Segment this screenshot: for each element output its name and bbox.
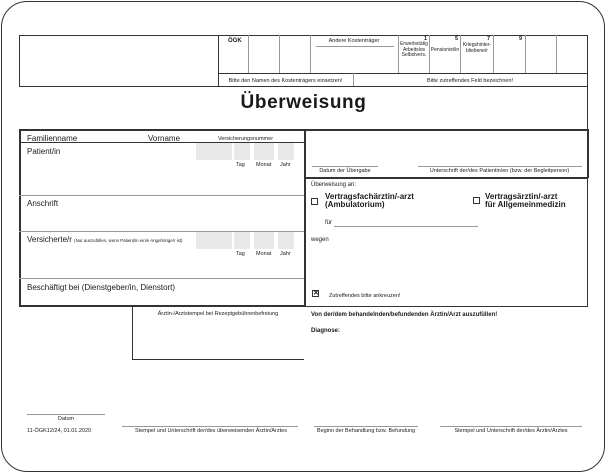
versicherter-monat-cell[interactable] — [254, 232, 274, 249]
col1-number: 1 — [424, 36, 428, 42]
stempel-unterschrift-line — [122, 426, 298, 427]
row-line — [19, 278, 304, 279]
ankreuzen-label: Zutreffendes bitte ankreuzen! — [329, 293, 401, 299]
beginn-line — [314, 426, 418, 427]
unterschrift-patient-line — [418, 166, 582, 167]
beschaeftigt-label: Beschäftigt bei (Dienstgeber/in, Dienstort) — [27, 283, 176, 292]
vorname-label: Vorname — [148, 134, 181, 143]
versicherter-vsnr-cell[interactable] — [196, 232, 232, 249]
referral-right-line — [587, 177, 588, 307]
col5-label: Pensionist/in — [430, 47, 460, 53]
versicherter-jahr-cell[interactable] — [278, 232, 294, 249]
versicherter-row — [27, 235, 183, 244]
stempel-bottom-line — [132, 359, 304, 360]
header-top-line — [19, 35, 587, 36]
col5-number: 5 — [455, 36, 459, 42]
jahr-label: Jahr — [280, 162, 291, 168]
datum-uebergabe-line — [312, 166, 378, 167]
behandelnde-heading: Von der/dem behandelnden/befundenden Ärztin/Arzt auszufüllen! — [311, 312, 498, 318]
stempel-label: Ärztin-/Arztstempel bei Rezeptgebührenbefreiung — [157, 311, 279, 317]
col9-number: 9 — [519, 36, 523, 42]
monat-cell[interactable] — [254, 143, 274, 160]
datum-uebergabe-label: Datum der Übergabe — [319, 168, 371, 174]
right-top-border — [587, 129, 589, 178]
fachaerztin-label-2: (Ambulatorium) — [325, 200, 385, 209]
header-left-line — [19, 35, 20, 87]
header-note-left: Bitte den Namen des Kostenträgers einsetzen! — [228, 78, 343, 84]
header-cell-line — [310, 35, 311, 73]
datum-label: Datum — [57, 416, 75, 422]
header-cell-line — [525, 35, 526, 73]
form-code: 11-ÖGK12/24, 01.01.2020 — [27, 428, 92, 434]
allgemeinmedizin-label-1: Vertragsärztin/-arzt — [485, 192, 558, 201]
datum-line — [27, 414, 105, 415]
unterschrift-patient-label: Unterschrift der/des Patientin/en (bzw. der Begleitperson) — [429, 168, 570, 174]
fachaerztin-checkbox[interactable] — [311, 198, 318, 205]
andere-underline — [316, 46, 394, 47]
allgemeinmedizin-label-2: für Allgemeinmedizin — [485, 200, 566, 209]
stempel-unterschrift-label: Stempel und Unterschrift der/des überweisenden Ärztin/Arztes — [135, 428, 287, 434]
header-note-line — [218, 73, 587, 74]
header-bottom-line — [19, 86, 587, 87]
referral-bottom-line — [304, 306, 587, 307]
versicherter-tag-cell[interactable] — [234, 232, 250, 249]
jahr-label-2: Jahr — [280, 251, 291, 257]
ankreuzen-example-checkbox: ✕ — [313, 290, 319, 297]
header-cell-line — [493, 35, 494, 73]
oegk-label: ÖGK — [228, 38, 242, 44]
tag-label-2: Tag — [236, 251, 245, 257]
header-cell-line — [460, 35, 461, 73]
wegen-label: wegen — [311, 237, 329, 243]
ueberweisung-an-label: Überweisung an: — [311, 182, 357, 188]
familienname-label: Familienname — [27, 134, 78, 143]
fuer-line[interactable] — [334, 226, 478, 227]
fuer-label: für — [325, 220, 333, 226]
anschrift-label: Anschrift — [27, 199, 59, 208]
header-note-right: Bitte zutreffendes Feld bezeichnen! — [426, 78, 514, 84]
col7-number: 7 — [487, 36, 491, 42]
patient-label: Patient/in — [27, 147, 61, 156]
vsnr-label: Versicherungsnummer — [218, 136, 274, 142]
vsnr-cell[interactable] — [196, 143, 232, 160]
header-cell-line — [248, 35, 249, 73]
jahr-cell[interactable] — [278, 143, 294, 160]
header-cell-line — [429, 35, 430, 73]
page-title: Überweisung — [240, 92, 367, 113]
beginn-label: Beginn der Behandlung bzw. Befundung — [316, 428, 416, 434]
versicherter-label: Versicherte/r — [27, 235, 72, 244]
tag-label: Tag — [236, 162, 245, 168]
monat-label: Monat — [256, 162, 272, 168]
row-line — [19, 195, 304, 196]
col7-label: Kriegshinter-bliebene/r — [462, 42, 492, 54]
right-top-bottom-line — [304, 177, 588, 179]
header-right-line — [587, 35, 588, 130]
fachaerztin-label-1: Vertragsfachärztin/-arzt — [325, 192, 414, 201]
arzt-unterschrift-label: Stempel und Unterschrift der/des Ärztin/Arztes — [454, 428, 568, 434]
andere-label: Andere Kostenträger — [328, 38, 380, 44]
allgemeinmedizin-checkbox[interactable] — [473, 197, 480, 204]
patient-right-line — [304, 129, 306, 306]
tag-cell[interactable] — [234, 143, 250, 160]
patient-bottom-line — [19, 305, 306, 307]
versicherter-note: (Nur auszufüllen, wenn Patient/in ein/e Angehörige/r ist) — [74, 238, 183, 243]
header-cell-line — [279, 35, 280, 73]
monat-label-2: Monat — [256, 251, 272, 257]
patient-left-line — [19, 129, 21, 306]
col1-label: Erwerbstätig Arbeitslos Selbstvers. — [400, 41, 428, 58]
header-cell-line — [556, 35, 557, 73]
arzt-unterschrift-line — [440, 426, 582, 427]
diagnose-label: Diagnose: — [311, 328, 341, 334]
